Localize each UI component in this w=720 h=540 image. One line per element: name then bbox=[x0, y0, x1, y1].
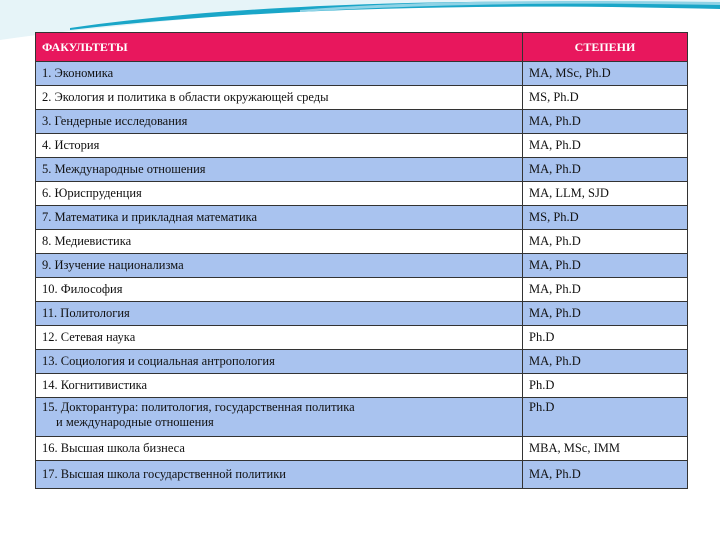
table-row bbox=[36, 326, 688, 350]
faculty-name: 1. Экономика bbox=[42, 66, 114, 80]
faculty-cell bbox=[36, 398, 523, 437]
table-row bbox=[36, 461, 688, 489]
faculty-name: 6. Юриспруденция bbox=[42, 186, 142, 200]
faculty-cell bbox=[36, 206, 523, 230]
table-row bbox=[36, 62, 688, 86]
table-row bbox=[36, 374, 688, 398]
degree-cell: MA, Ph.D bbox=[523, 461, 688, 489]
degree-cell: MA, Ph.D bbox=[523, 350, 688, 374]
faculty-cell bbox=[36, 302, 523, 326]
table-row bbox=[36, 86, 688, 110]
degree-cell: MA, LLM, SJD bbox=[523, 182, 688, 206]
degree-cell: MA, Ph.D bbox=[523, 158, 688, 182]
degree-cell: MA, Ph.D bbox=[523, 278, 688, 302]
header-degrees: СТЕПЕНИ bbox=[523, 33, 688, 62]
table-row bbox=[36, 278, 688, 302]
table-row bbox=[36, 302, 688, 326]
degree-cell: MA, Ph.D bbox=[523, 302, 688, 326]
faculty-name: 7. Математика и прикладная математика bbox=[42, 210, 258, 224]
faculty-cell bbox=[36, 461, 523, 489]
faculty-cell bbox=[36, 134, 523, 158]
table-row bbox=[36, 230, 688, 254]
faculty-name: 5. Международные отношения bbox=[42, 162, 206, 176]
table-row bbox=[36, 398, 688, 437]
faculty-cell bbox=[36, 86, 523, 110]
degree-cell: MS, Ph.D bbox=[523, 206, 688, 230]
faculty-name: 8. Медиевистика bbox=[42, 234, 132, 248]
degree-cell: MA, Ph.D bbox=[523, 134, 688, 158]
faculty-name: 10. Философия bbox=[42, 282, 123, 296]
table-row bbox=[36, 254, 688, 278]
degree-cell: MBA, MSc, IMM bbox=[523, 437, 688, 461]
faculty-name-line2: и международные отношения bbox=[56, 415, 214, 429]
degree-cell: MA, Ph.D bbox=[523, 230, 688, 254]
faculty-cell bbox=[36, 158, 523, 182]
faculty-cell bbox=[36, 182, 523, 206]
faculty-cell bbox=[36, 374, 523, 398]
faculty-cell bbox=[36, 326, 523, 350]
faculty-name: 2. Экология и политика в области окружающей среды bbox=[42, 90, 329, 104]
faculty-name: 9. Изучение национализма bbox=[42, 258, 184, 272]
faculty-cell bbox=[36, 230, 523, 254]
faculty-cell bbox=[36, 278, 523, 302]
degree-cell: MA, Ph.D bbox=[523, 254, 688, 278]
faculty-cell bbox=[36, 110, 523, 134]
faculty-name: 11. Политология bbox=[42, 306, 130, 320]
table-header-row bbox=[36, 33, 688, 62]
faculty-cell bbox=[36, 254, 523, 278]
table-row bbox=[36, 182, 688, 206]
degree-cell: MA, Ph.D bbox=[523, 110, 688, 134]
table-row bbox=[36, 437, 688, 461]
table-row bbox=[36, 134, 688, 158]
table-row bbox=[36, 206, 688, 230]
faculty-name: 3. Гендерные исследования bbox=[42, 114, 188, 128]
faculty-name: 13. Социология и социальная антропология bbox=[42, 354, 275, 368]
header-faculties: ФАКУЛЬТЕТЫ bbox=[36, 33, 523, 62]
faculties-table bbox=[35, 32, 688, 489]
faculty-cell bbox=[36, 350, 523, 374]
degree-cell: Ph.D bbox=[523, 374, 688, 398]
table-row bbox=[36, 110, 688, 134]
degree-cell: Ph.D bbox=[523, 326, 688, 350]
degree-cell: MS, Ph.D bbox=[523, 86, 688, 110]
faculty-name: 16. Высшая школа бизнеса bbox=[42, 441, 185, 455]
faculty-name: 14. Когнитивистика bbox=[42, 378, 148, 392]
faculty-name: 12. Сетевая наука bbox=[42, 330, 136, 344]
table-row bbox=[36, 158, 688, 182]
faculty-name: 4. История bbox=[42, 138, 100, 152]
table-row bbox=[36, 350, 688, 374]
faculty-cell bbox=[36, 437, 523, 461]
degree-cell: MA, MSc, Ph.D bbox=[523, 62, 688, 86]
faculty-name: 15. Докторантура: политология, государственная политика bbox=[42, 400, 355, 414]
faculty-cell bbox=[36, 62, 523, 86]
degree-cell: Ph.D bbox=[523, 398, 688, 437]
faculty-name: 17. Высшая школа государственной политики bbox=[42, 467, 286, 481]
